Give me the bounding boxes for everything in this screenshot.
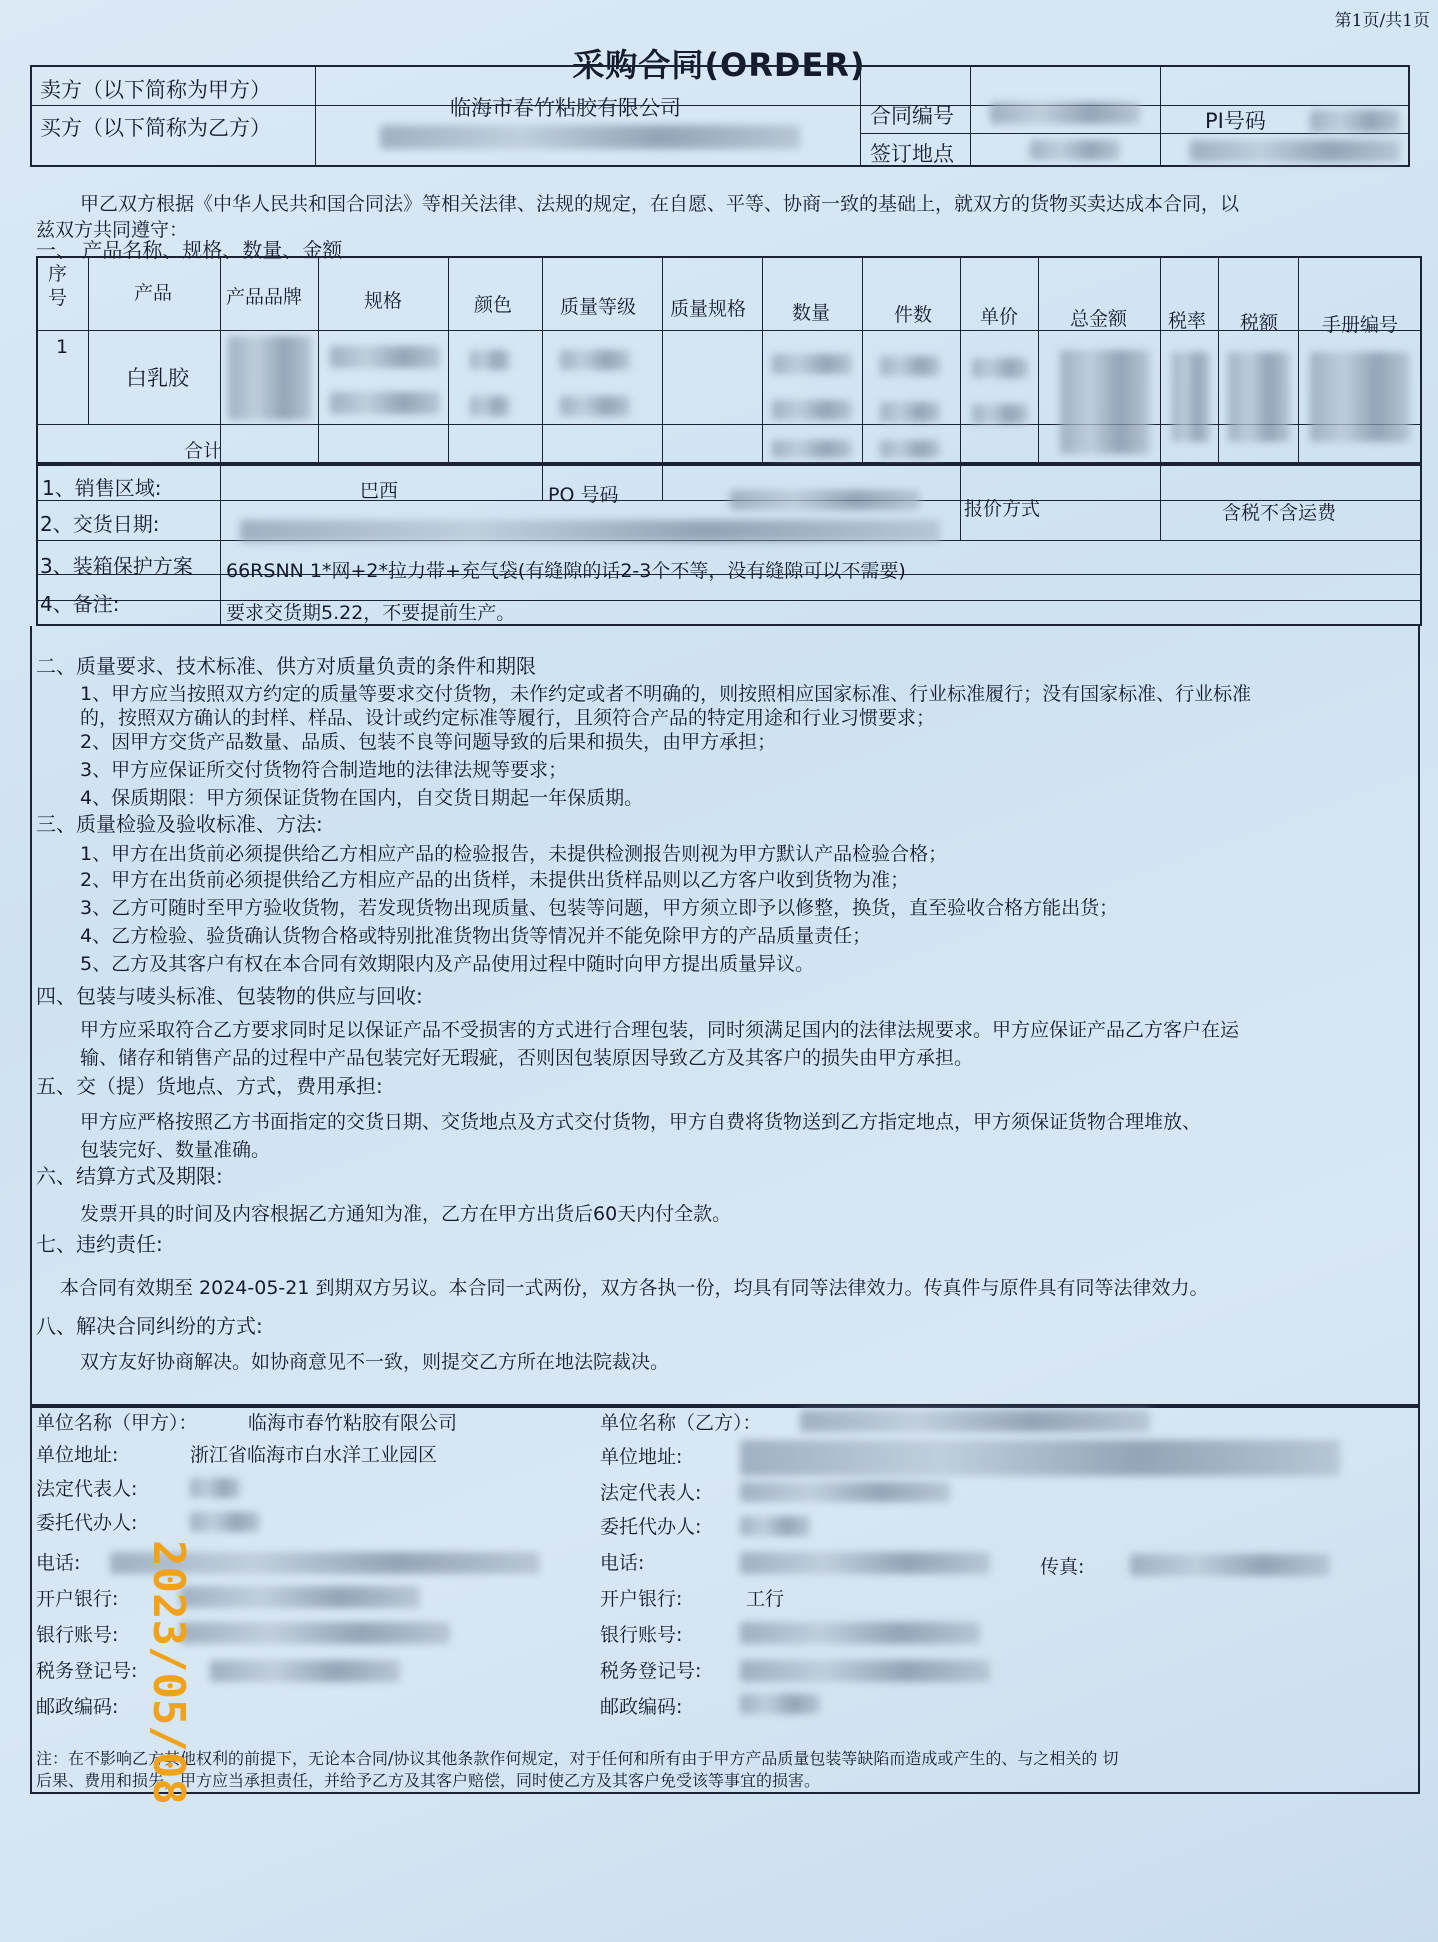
row-grade-redacted	[560, 350, 630, 370]
th-manual-no: 手册编号	[1322, 314, 1399, 336]
preamble-line-1: 甲乙双方根据《中华人民共和国合同法》等相关法律、法规的规定，在自愿、平等、协商一致的基础上，就双方的货物买卖达成本合同，以	[80, 193, 1240, 215]
row-color-redacted	[470, 396, 510, 416]
section-4-line-1: 甲方应采取符合乙方要求同时足以保证产品不受损害的方式进行合理包装，同时须满足国内的法律法规要求。甲方应保证产品乙方客户在运	[80, 1019, 1240, 1041]
buyer-name-redacted	[380, 125, 800, 149]
seller-label: 卖方（以下简称为甲方）	[40, 78, 271, 102]
section-6-title: 六、结算方式及期限:	[36, 1164, 223, 1188]
party-a-addr-label: 单位地址:	[36, 1444, 119, 1466]
section-5-line-2: 包装完好、数量准确。	[80, 1139, 271, 1161]
sign-place-label: 签订地点	[870, 142, 954, 166]
footer-note-line-2: 后果、费用和损失，甲方应当承担责任，并给予乙方及其客户赔偿，同时使乙方及其客户免受该等事宜的损害。	[36, 1771, 821, 1790]
row-spec-redacted	[330, 392, 440, 414]
party-a-agent-label: 委托代办人:	[36, 1512, 138, 1534]
remark-label: 4、备注:	[40, 592, 120, 616]
party-b-tel-label: 电话:	[600, 1552, 645, 1574]
party-a-tax-label: 税务登记号:	[36, 1660, 138, 1682]
party-a-name-label: 单位名称（甲方）：	[36, 1412, 198, 1434]
party-b-legal-redacted	[740, 1482, 950, 1502]
row-taxrate-redacted	[1172, 352, 1210, 442]
party-b-legal-label: 法定代表人:	[600, 1482, 702, 1504]
footer-note-line-1: 注：在不影响乙方其他权利的前提下，无论本合同/协议其他条款作何规定，对于任何和所有由于甲方产品质量包装等缺陷而造成或产生的、与之相关的 切	[36, 1749, 1119, 1768]
row-qty-redacted	[772, 400, 852, 420]
camera-date-stamp	[140, 1540, 200, 1860]
page-number: 第1页/共1页	[1334, 11, 1430, 31]
party-b-tax-label: 税务登记号:	[600, 1660, 702, 1682]
section-3-line-5: 5、乙方及其客户有权在本合同有效期限内及产品使用过程中随时向甲方提出质量异议。	[80, 953, 815, 975]
preamble-line-2: 兹双方共同遵守：	[36, 219, 189, 241]
section-2-line-1: 1、甲方应当按照双方约定的质量等要求交付货物，未作约定或者不明确的，则按照相应国家标准、行业标准履行；没有国家标准、行业标准	[80, 683, 1252, 705]
party-a-agent-redacted	[190, 1512, 260, 1532]
th-pieces: 件数	[894, 304, 933, 326]
section-4-title: 四、包装与唛头标准、包装物的供应与回收:	[36, 984, 423, 1008]
party-a-tax-redacted	[210, 1660, 400, 1682]
th-seq: 序号	[48, 263, 68, 309]
party-b-fax-label: 传真:	[1040, 1556, 1085, 1578]
row-manual-redacted	[1310, 352, 1410, 442]
party-b-post-redacted	[740, 1694, 820, 1714]
party-b-account-label: 银行账号:	[600, 1624, 683, 1646]
section-1-title: 一、 产品名称、规格、数量、金额	[36, 238, 343, 262]
party-b-account-redacted	[740, 1622, 980, 1644]
quote-value: 含税不含运费	[1222, 502, 1337, 524]
section-2-line-2: 2、因甲方交货产品数量、品质、包装不良等问题导致的后果和损失，由甲方承担；	[80, 731, 777, 753]
party-a-post-label: 邮政编码:	[36, 1696, 119, 1718]
th-total-amount: 总金额	[1070, 308, 1128, 330]
section-8-line-1: 双方友好协商解决。如协商意见不一致，则提交乙方所在地法院裁决。	[80, 1351, 670, 1373]
th-tax-amount: 税额	[1240, 312, 1279, 334]
party-b-bank: 工行	[746, 1588, 785, 1610]
th-product: 产品	[134, 282, 173, 304]
sales-region-value: 巴西	[360, 480, 399, 502]
delivery-label: 2、交货日期:	[40, 512, 160, 536]
party-b-addr-redacted	[740, 1440, 1340, 1476]
section-4-line-2: 输、储存和销售产品的过程中产品包装完好无瑕疵，否则因包装原因导致乙方及其客户的损失由甲方承担。	[80, 1047, 974, 1069]
section-7-title: 七、违约责任:	[36, 1232, 163, 1256]
row-qty-redacted	[772, 354, 852, 374]
packing-value: 66RSNN 1*网+2*拉力带+充气袋(有缝隙的话2-3个不等，没有缝隙可以不需要)	[226, 560, 906, 582]
party-b-addr-label: 单位地址:	[600, 1446, 683, 1468]
buyer-label: 买方（以下简称为乙方）	[40, 116, 271, 140]
party-a-legal-redacted	[190, 1478, 240, 1498]
party-b-post-label: 邮政编码:	[600, 1696, 683, 1718]
po-redacted	[730, 490, 920, 510]
sales-region-label: 1、销售区域:	[42, 476, 162, 500]
pi-redacted	[1310, 110, 1400, 132]
th-quantity: 数量	[792, 302, 831, 324]
row-number: 1	[56, 336, 69, 358]
party-b-tax-redacted	[740, 1660, 990, 1682]
th-spec: 规格	[364, 290, 403, 312]
party-b-fax-redacted	[1130, 1554, 1330, 1576]
party-a-bank-redacted	[180, 1586, 420, 1608]
total-pieces-redacted	[880, 440, 940, 458]
section-8-title: 八、解决合同纠纷的方式:	[36, 1314, 263, 1338]
section-3-line-1: 1、甲方在出货前必须提供给乙方相应产品的检验报告，未提供检测报告则视为甲方默认产品检验合格；	[80, 843, 948, 865]
section-6-line-1: 发票开具的时间及内容根据乙方通知为准，乙方在甲方出货后60天内付全款。	[80, 1203, 732, 1225]
remark-value: 要求交货期5.22，不要提前生产。	[226, 602, 516, 624]
quote-label: 报价方式	[964, 498, 1041, 520]
th-tax-rate: 税率	[1168, 310, 1207, 332]
section-2-line-3: 3、甲方应保证所交付货物符合制造地的法律法规等要求；	[80, 759, 568, 781]
section-2-line-1b: 的，按照双方确认的封样、样品、设计或约定标准等履行，且须符合产品的特定用途和行业习惯要求；	[80, 707, 936, 729]
party-b-name-redacted	[800, 1410, 1150, 1432]
party-b-agent-label: 委托代办人:	[600, 1516, 702, 1538]
th-grade: 质量等级	[560, 296, 637, 318]
section-3-line-2: 2、甲方在出货前必须提供给乙方相应产品的出货样，未提供出货样品则以乙方客户收到货物为准；	[80, 869, 910, 891]
section-2-title: 二、质量要求、技术标准、供方对质量负责的条件和期限	[36, 654, 536, 678]
section-7-line-1: 本合同有效期至 2024-05-21 到期双方另议。本合同一式两份，双方各执一份，均具有同等法律效力。传真件与原件具有同等法律效力。	[60, 1277, 1209, 1299]
row-price-redacted	[972, 358, 1028, 378]
delivery-redacted	[240, 520, 940, 542]
seller-name: 临海市春竹粘胶有限公司	[450, 96, 681, 120]
pi-label: PI号码	[1205, 109, 1266, 133]
party-b-bank-label: 开户银行:	[600, 1588, 683, 1610]
row-price-redacted	[972, 404, 1028, 424]
party-a-name: 临海市春竹粘胶有限公司	[248, 1412, 458, 1434]
sign-place-redacted	[1030, 140, 1120, 160]
party-a-tel-label: 电话:	[36, 1552, 81, 1574]
row-brand-redacted	[228, 336, 312, 420]
po-label: PO 号码	[548, 484, 619, 506]
row-tax-redacted	[1228, 352, 1290, 442]
th-unit-price: 单价	[980, 306, 1019, 328]
contract-no-redacted	[990, 102, 1140, 124]
party-a-addr: 浙江省临海市白水洋工业园区	[190, 1444, 438, 1466]
row-color-redacted	[470, 350, 510, 370]
section-3-title: 三、质量检验及验收标准、方法:	[36, 812, 323, 836]
contract-no-label: 合同编号	[870, 104, 954, 128]
th-brand: 产品品牌	[226, 286, 303, 308]
party-b-agent-redacted	[740, 1516, 810, 1536]
total-label: 合计	[184, 440, 223, 462]
row-total-redacted	[1060, 350, 1150, 454]
th-color: 颜色	[474, 294, 513, 316]
camera-date-stamp-text: 2023/05/08	[143, 1540, 194, 1805]
section-3-line-4: 4、乙方检验、验货确认货物合格或特别批准货物出货等情况并不能免除甲方的产品质量责任；	[80, 925, 872, 947]
row-spec-redacted	[330, 346, 440, 368]
pi-value-redacted	[1190, 140, 1400, 162]
party-a-bank-label: 开户银行:	[36, 1588, 119, 1610]
party-a-legal-label: 法定代表人:	[36, 1478, 138, 1500]
row-grade-redacted	[560, 396, 630, 416]
section-3-line-3: 3、乙方可随时至甲方验收货物，若发现货物出现质量、包装等问题，甲方须立即予以修整，换货，直至验收合格方能出货；	[80, 897, 1119, 919]
party-b-name-label: 单位名称（乙方）：	[600, 1412, 762, 1434]
row-product: 白乳胶	[126, 366, 189, 390]
row-pieces-redacted	[880, 402, 940, 422]
page-title: 采购合同(ORDER)	[572, 46, 866, 84]
th-quality-spec: 质量规格	[670, 298, 747, 320]
section-5-line-1: 甲方应严格按照乙方书面指定的交货日期、交货地点及方式交付货物，甲方自费将货物送到乙方指定地点，甲方须保证货物合理堆放、	[80, 1111, 1202, 1133]
party-a-account-redacted	[180, 1622, 450, 1644]
section-5-title: 五、交（提）货地点、方式，费用承担:	[36, 1074, 383, 1098]
total-qty-redacted	[772, 440, 852, 458]
party-a-account-label: 银行账号:	[36, 1624, 119, 1646]
section-2-line-4: 4、保质期限：甲方须保证货物在国内，自交货日期起一年保质期。	[80, 787, 644, 809]
row-pieces-redacted	[880, 356, 940, 376]
packing-label: 3、装箱保护方案	[40, 554, 193, 578]
party-b-tel-redacted	[740, 1552, 990, 1574]
